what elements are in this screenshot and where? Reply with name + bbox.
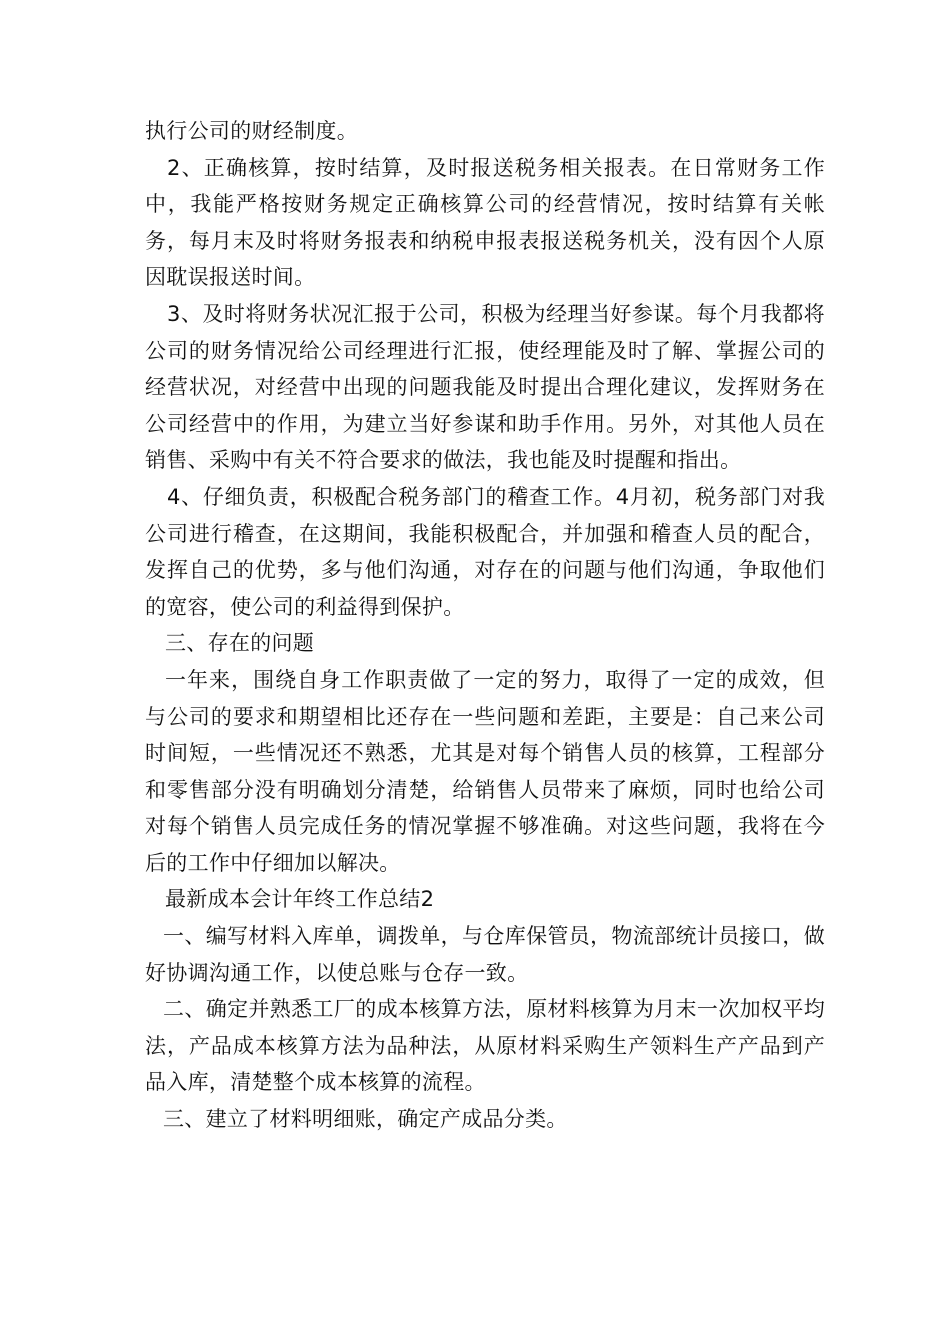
paragraph-issues: 一年来，围绕自身工作职责做了一定的努力，取得了一定的成效，但与公司的要求和期望相比还存在一些问题和差距，主要是：自己来公司时间短，一些情况还不熟悉，尤其是对每个销售人员的核算，工程部分和零售部分没有明确划分清楚，给销售人员带来了麻烦，同时也给公司对每个销售人员完成任务的情况掌握不够准确。对这些问题，我将在今后的工作中仔细加以解决。 xyxy=(145,667,825,875)
document-body xyxy=(145,113,825,1138)
paragraph-point-3: 三、建立了材料明细账，确定产成品分类。 xyxy=(163,1107,568,1132)
section-heading-summary-2: 最新成本会计年终工作总结2 xyxy=(165,887,435,912)
paragraph-point-1: 一、编写材料入库单，调拨单，与仓库保管员，物流部统计员接口，做好协调沟通工作，以使总账与仓存一致。 xyxy=(145,924,825,985)
paragraph-item-4: 4、仔细负责，积极配合税务部门的稽查工作。4月初，税务部门对我公司进行稽查，在这期间，我能积极配合，并加强和稽查人员的配合，发挥自己的优势，多与他们沟通，对存在的问题与他们沟通，争取他们的宽容，使公司的利益得到保护。 xyxy=(145,484,825,619)
paragraph-point-2: 二、确定并熟悉工厂的成本核算方法，原材料核算为月末一次加权平均法，产品成本核算方法为品种法，从原材料采购生产领料生产产品到产品入库，清楚整个成本核算的流程。 xyxy=(145,997,825,1095)
paragraph-item-2: 2、正确核算，按时结算，及时报送税务相关报表。在日常财务工作中，我能严格按财务规定正确核算公司的经营情况，按时结算有关帐务，每月末及时将财务报表和纳税申报表报送税务机关，没有因个人原因耽误报送时间。 xyxy=(145,155,825,290)
section-heading-issues: 三、存在的问题 xyxy=(165,631,315,656)
paragraph-continuation: 执行公司的财经制度。 xyxy=(145,119,358,143)
paragraph-item-3: 3、及时将财务状况汇报于公司，积极为经理当好参谋。每个月我都将公司的财务情况给公司经理进行汇报，使经理能及时了解、掌握公司的经营状况，对经营中出现的问题我能及时提出合理化建议，发挥财务在公司经营中的作用，为建立当好参谋和助手作用。另外，对其他人员在销售、采购中有关不符合要求的做法，我也能及时提醒和指出。 xyxy=(145,301,825,473)
